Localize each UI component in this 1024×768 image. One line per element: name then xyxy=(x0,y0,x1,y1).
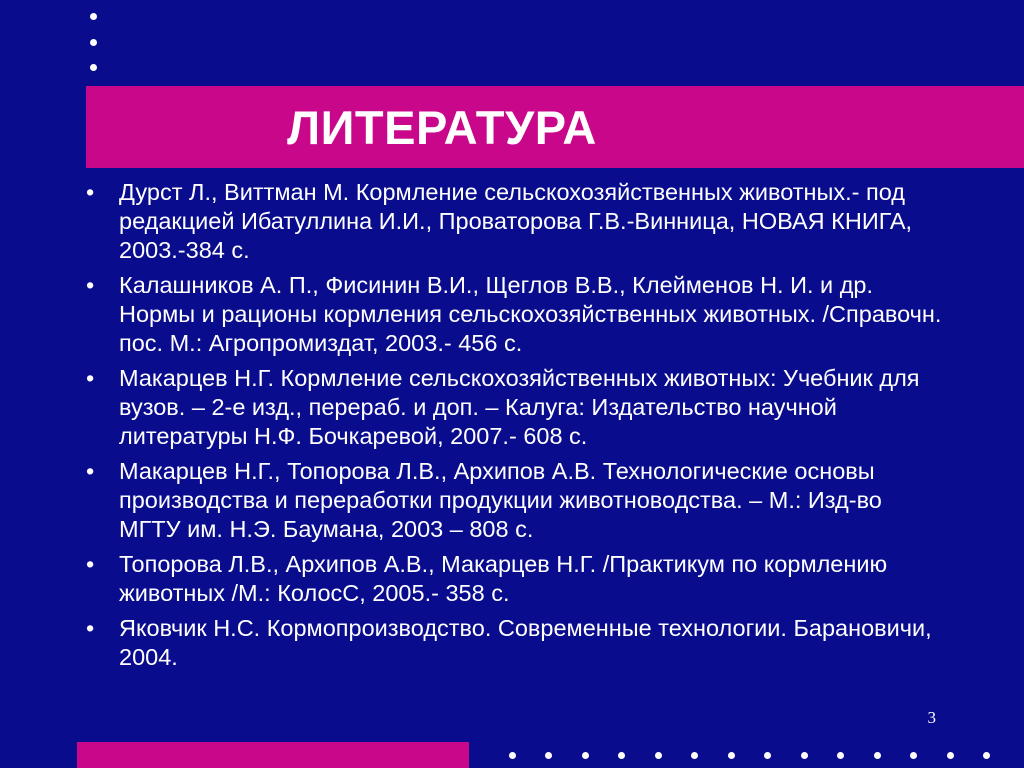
reference-text: Макарцев Н.Г., Топорова Л.В., Архипов А.В. Технологические основы производства и переработки продукции животноводства. – М.: Изд-во МГТУ им. Н.Э. Баумана, 2003 – 808 с. xyxy=(119,458,882,542)
reference-item xyxy=(86,364,946,451)
decor-dot-bottom xyxy=(801,752,808,759)
decor-dot-bottom xyxy=(545,752,552,759)
bullet-icon: • xyxy=(86,365,95,391)
decor-dot-bottom xyxy=(947,752,954,759)
decor-dot-bottom xyxy=(910,752,917,759)
decor-dot-bottom xyxy=(837,752,844,759)
reference-text: Яковчик Н.С. Кормопроизводство. Современные технологии. Барановичи, 2004. xyxy=(119,615,932,670)
decor-dot-top-1 xyxy=(90,13,97,20)
reference-item xyxy=(86,457,946,544)
decor-dot-top-3 xyxy=(90,64,97,71)
references-list xyxy=(86,178,946,672)
reference-text: Дурст Л., Виттман М. Кормление сельскохозяйственных животных.- под редакцией Ибатуллина И.И., Проваторова Г.В.-Винница, НОВАЯ КНИГА, 2003.-384 с. xyxy=(119,179,913,263)
decor-dot-bottom xyxy=(874,752,881,759)
reference-text: Калашников А. П., Фисинин В.И., Щеглов В.В., Клейменов Н. И. и др. Нормы и рационы кормления сельскохозяйственных животных. /Справочн. пос. М.: Агропромиздат, 2003.- 456 с. xyxy=(119,272,942,356)
bullet-icon: • xyxy=(86,551,95,577)
decor-dot-bottom xyxy=(983,752,990,759)
slide-title: ЛИТЕРАТУРА xyxy=(287,100,597,154)
reference-item xyxy=(86,178,946,265)
decor-dot-bottom xyxy=(582,752,589,759)
reference-item xyxy=(86,550,946,608)
decor-dot-bottom xyxy=(655,752,662,759)
references-section xyxy=(86,178,946,678)
bullet-icon: • xyxy=(86,179,95,205)
reference-text: Топорова Л.В., Архипов А.В., Макарцев Н.Г. /Практикум по кормлению животных /М.: КолосС, 2005.- 358 с. xyxy=(119,551,888,606)
bullet-icon: • xyxy=(86,615,95,641)
decor-dot-top-2 xyxy=(90,39,97,46)
decor-dot-bottom xyxy=(618,752,625,759)
decor-dot-bottom xyxy=(764,752,771,759)
bullet-icon: • xyxy=(86,272,95,298)
reference-item xyxy=(86,614,946,672)
bullet-icon: • xyxy=(86,458,95,484)
decor-dot-bottom xyxy=(509,752,516,759)
bottom-accent-bar xyxy=(77,742,469,768)
reference-item xyxy=(86,271,946,358)
decor-dot-bottom xyxy=(691,752,698,759)
page-number: 3 xyxy=(927,708,936,727)
decor-dot-bottom xyxy=(728,752,735,759)
reference-text: Макарцев Н.Г. Кормление сельскохозяйственных животных: Учебник для вузов. – 2-е изд., перераб. и доп. – Калуга: Издательство научной литературы Н.Ф. Бочкаревой, 2007.- 608 с. xyxy=(119,365,920,449)
